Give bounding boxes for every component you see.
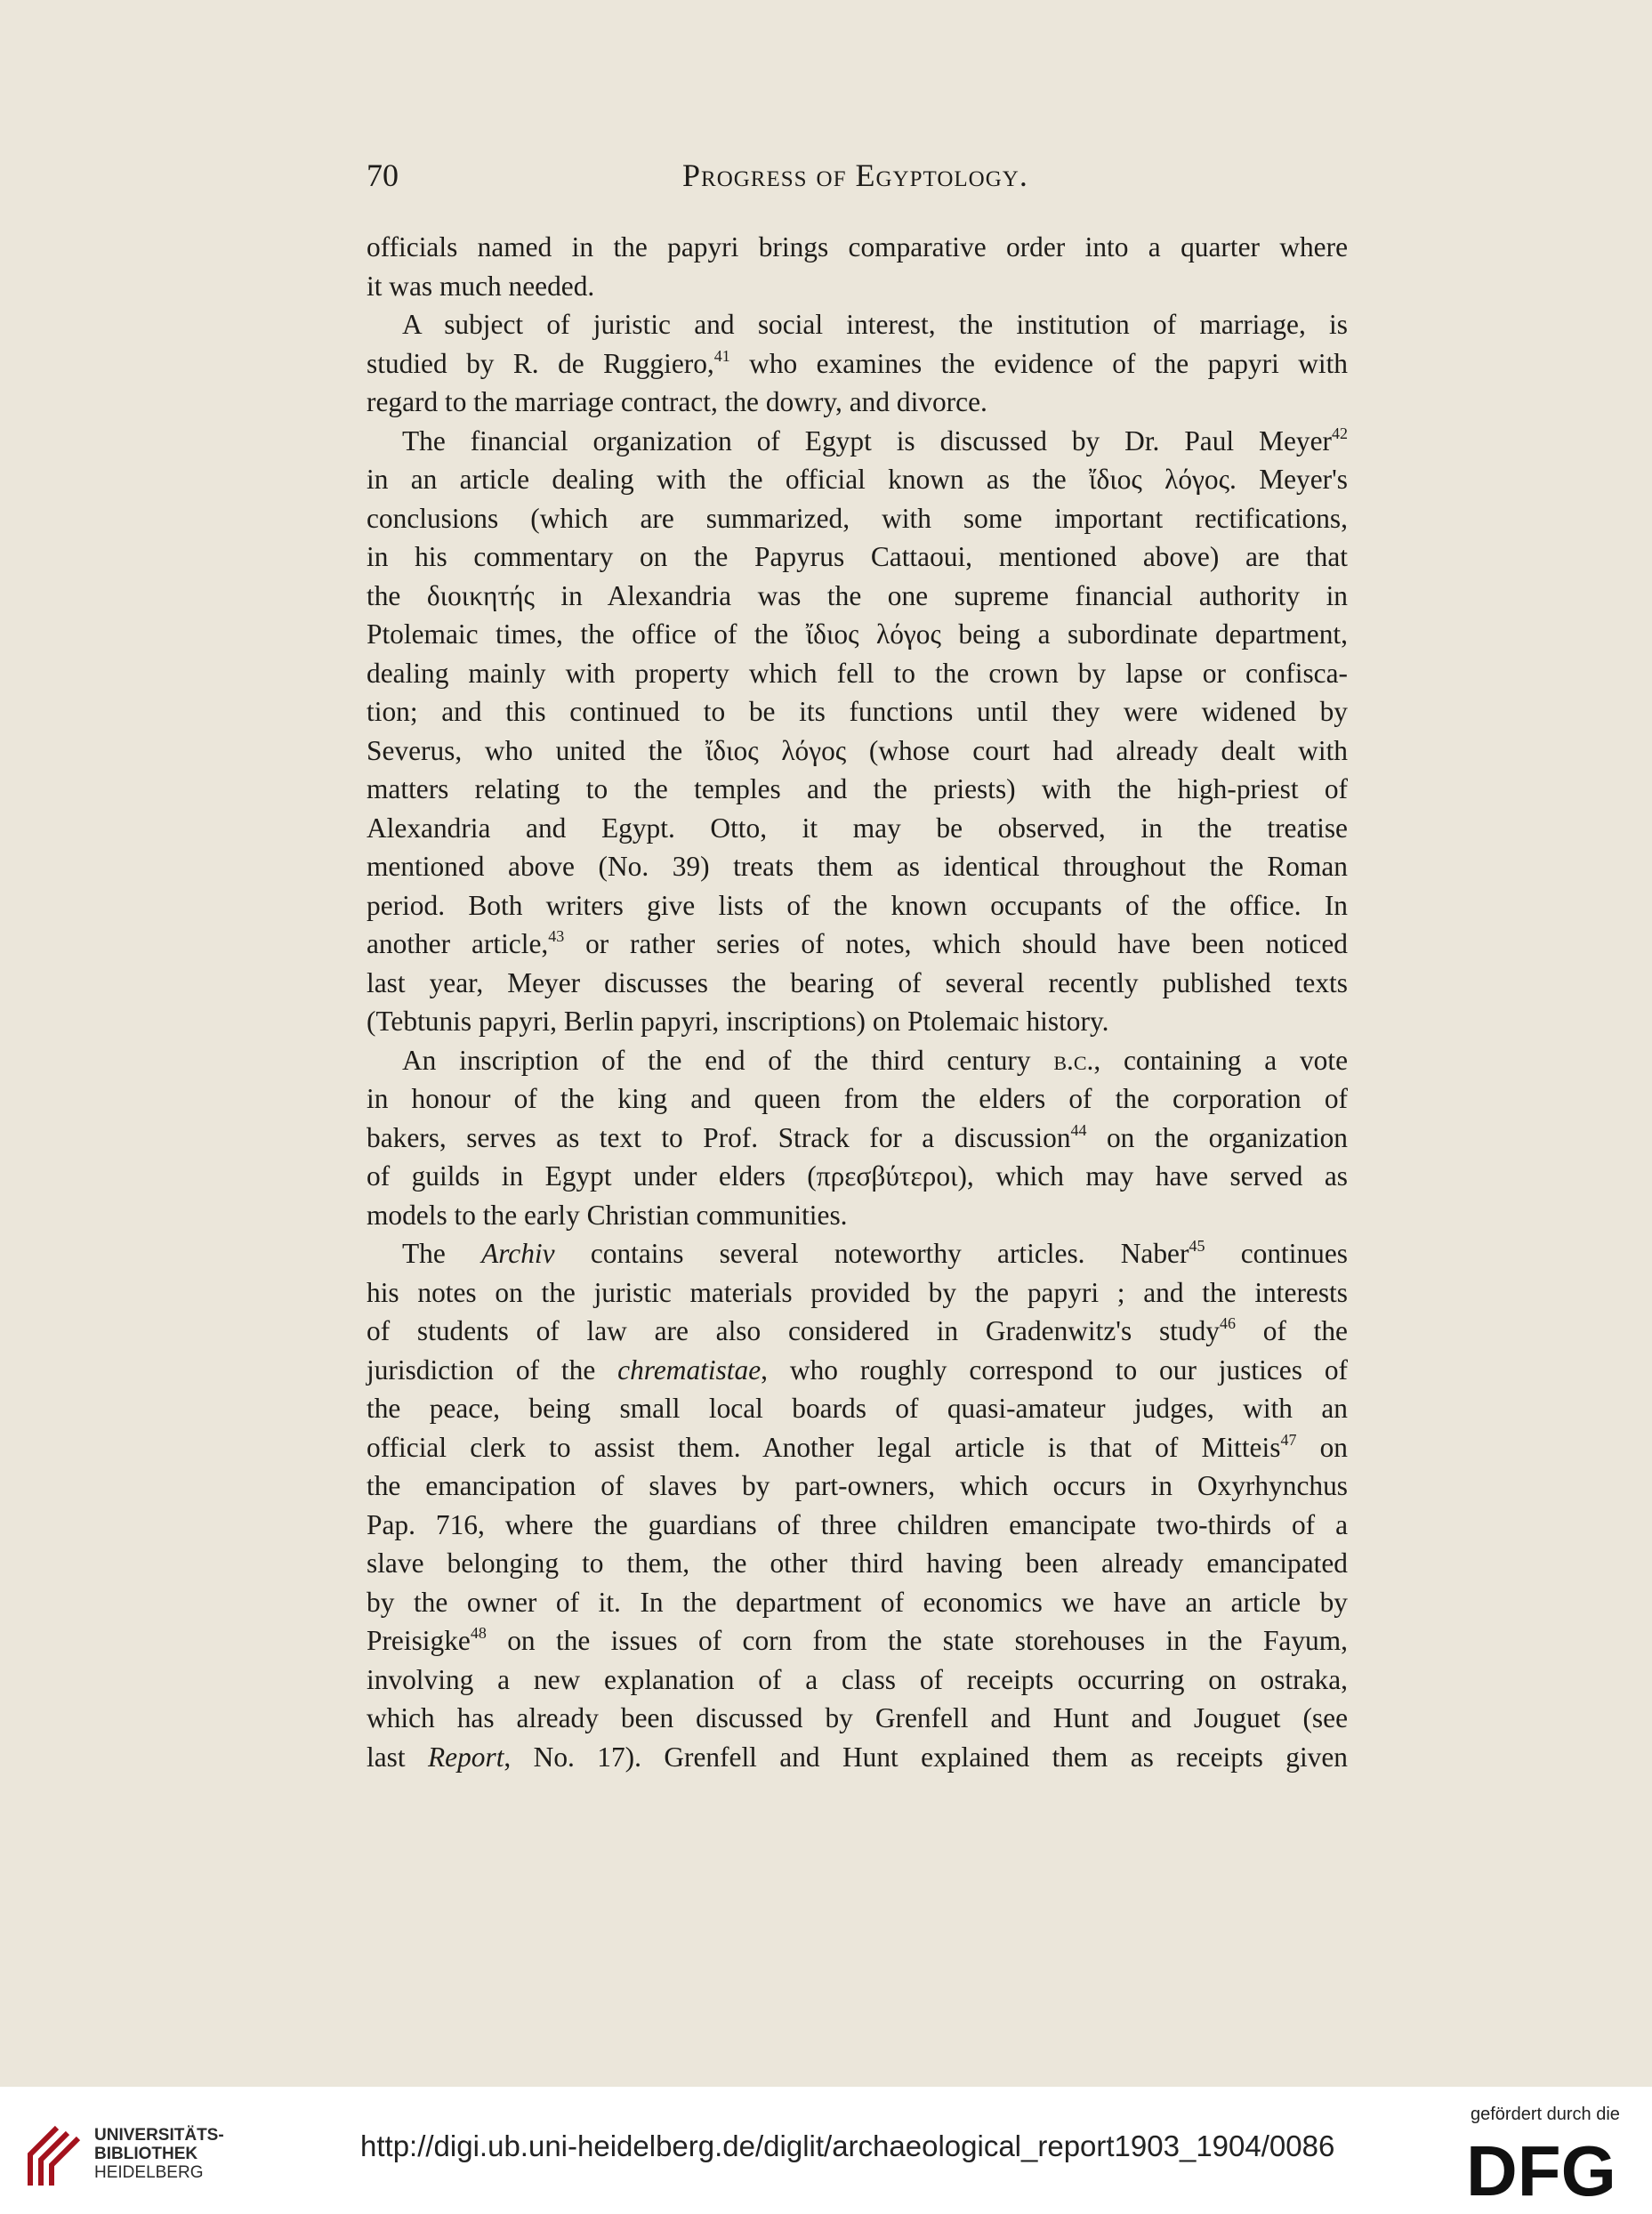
footnote-ref: 41 <box>713 346 730 365</box>
text-line: the emancipation of slaves by part-owners, which occurs in Oxyrhynchus <box>367 1470 1348 1501</box>
text-line: by the owner of it. In the department of economics we have an article by <box>367 1586 1348 1618</box>
text-line: regard to the marriage contract, the dowry, and divorce. <box>367 386 987 417</box>
text-line: Pap. 716, where the guardians of three children emancipate two-thirds of a <box>367 1508 1348 1540</box>
running-title: Progress of Egyptology. <box>682 158 1028 193</box>
text-line: A subject of juristic and social interest, the institution of marriage, is <box>402 309 1348 340</box>
text-line: period. Both writers give lists of the known occupants of the office. In <box>367 889 1348 921</box>
text-line: of guilds in Egypt under elders (πρεσβύτεροι), which may have served as <box>367 1160 1348 1192</box>
text-line: Preisigke$^{48}$ on the issues of corn from the state storehouses in the Fayum, <box>367 1624 1348 1656</box>
footnote-ref: 42 <box>1332 424 1348 442</box>
page-number: 70 <box>367 158 399 193</box>
footnote-ref: 48 <box>470 1624 487 1642</box>
text-line: studied by R. de Ruggiero,$^{41}$ who examines the evidence of the papyri with <box>367 346 1348 379</box>
text-line: another article,$^{43}$ or rather series of notes, which should have been noticed <box>367 927 1348 959</box>
text-line: matters relating to the temples and the priests) with the high-priest of <box>367 773 1348 804</box>
page-header <box>367 157 1345 210</box>
dfg-logo-text: DFG <box>1466 2135 1616 2202</box>
text-line: which has already been discussed by Grenfell and Hunt and Jouguet (see <box>367 1702 1348 1733</box>
text-line: it was much needed. <box>367 270 595 302</box>
text-line: Alexandria and Egypt. Otto, it may be observed, in the treatise <box>367 812 1348 844</box>
text-line: his notes on the juristic materials provided by the papyri ; and the interests <box>367 1276 1348 1308</box>
text-line: the διοικητής in Alexandria was the one supreme financial authority in <box>367 579 1348 611</box>
body-text <box>367 228 1348 1776</box>
footnote-ref: 45 <box>1189 1237 1205 1255</box>
text-line: (Tebtunis papyri, Berlin papyri, inscriptions) on Ptolemaic history. <box>367 1006 1109 1037</box>
dfg-logo-icon <box>1466 2135 1626 2202</box>
text-line: models to the early Christian communities. <box>367 1199 848 1231</box>
text-line: jurisdiction of the chrematistae, who roughly correspond to our justices of <box>367 1353 1348 1386</box>
text-line: in his commentary on the Papyrus Cattaoui, mentioned above) are that <box>367 541 1348 572</box>
funding-caption: gefördert durch die <box>1471 2105 1620 2124</box>
text-line: conclusions (which are summarized, with some important rectifications, <box>367 502 1348 534</box>
text-line: in an article dealing with the official known as the ἴδιος λόγος. Meyer's <box>367 464 1348 495</box>
text-line: Severus, who united the ἴδιος λόγος (whose court had already dealt with <box>367 734 1348 766</box>
digitization-footer <box>0 2087 1652 2214</box>
text-line: last year, Meyer discusses the bearing of several recently published texts <box>367 966 1348 998</box>
text-line: dealing mainly with property which fell to the crown by lapse or confisca- <box>367 657 1348 689</box>
text-line: The Archiv contains several noteworthy articles. Naber$^{45}$ continues <box>402 1237 1349 1269</box>
text-line: An inscription of the end of the third century b.c., containing a vote <box>402 1044 1349 1076</box>
text-line: in honour of the king and queen from the elders of the corporation of <box>367 1083 1348 1114</box>
text-line: involving a new explanation of a class of receipts occurring on ostraka, <box>367 1663 1348 1695</box>
text-line: last Report, No. 17). Grenfell and Hunt explained them as receipts given <box>367 1741 1348 1773</box>
text-line: tion; and this continued to be its functions until they were widened by <box>367 696 1348 727</box>
text-line: slave belonging to them, the other third having been already emancipated <box>367 1547 1348 1579</box>
text-line: The financial organization of Egypt is discussed by Dr. Paul Meyer$^{42}$ <box>402 424 1348 457</box>
footnote-ref: 47 <box>1280 1430 1297 1449</box>
permalink-url[interactable]: http://digi.ub.uni-heidelberg.de/diglit/archaeological_report1903_1904/0086 <box>360 2129 1335 2162</box>
text-line: bakers, serves as text to Prof. Strack for a discussion$^{44}$ on the organization <box>367 1120 1348 1153</box>
university-library-logo-icon <box>21 2119 84 2190</box>
text-line: officials named in the papyri brings comparative order into a quarter where <box>367 231 1348 263</box>
library-name: UNIVERSITÄTS- BIBLIOTHEK HEIDELBERG <box>94 2126 224 2182</box>
text-line: Ptolemaic times, the office of the ἴδιος λόγος being a subordinate department, <box>367 618 1348 650</box>
text-line: official clerk to assist them. Another legal article is that of Mitteis$^{47}$ on <box>367 1430 1349 1463</box>
text-line: mentioned above (No. 39) treats them as identical throughout the Roman <box>367 851 1348 882</box>
footnote-ref: 46 <box>1219 1314 1236 1332</box>
footnote-ref: 44 <box>1070 1120 1087 1139</box>
text-line: the peace, being small local boards of quasi-amateur judges, with an <box>367 1393 1348 1424</box>
text-line: of students of law are also considered in Gradenwitz's study$^{46}$ of the <box>367 1314 1348 1346</box>
footnote-ref: 43 <box>548 927 565 945</box>
